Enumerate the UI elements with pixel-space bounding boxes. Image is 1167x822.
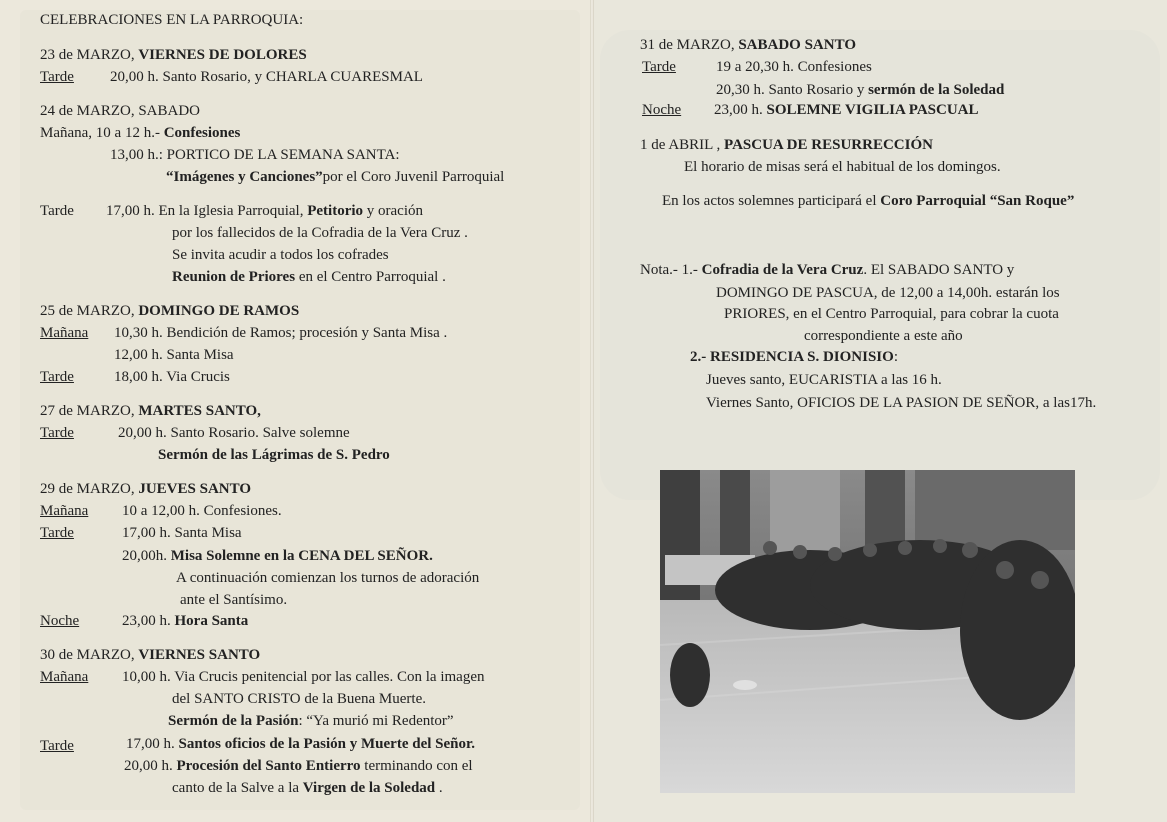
schedule-line: El horario de misas será el habitual de los domingos. [684, 159, 1001, 175]
schedule-line: Se invita acudir a todos los cofrades [172, 247, 389, 263]
schedule-line: 13,00 h.: PORTICO DE LA SEMANA SANTA: [110, 147, 400, 163]
schedule-line: 17,00 h. Santos oficios de la Pasión y Muerte del Señor. [126, 736, 476, 752]
schedule-line: Sermón de las Lágrimas de S. Pedro [158, 447, 390, 463]
time-label: Mañana [40, 669, 89, 685]
schedule-line: Reunion de Priores en el Centro Parroquial . [172, 269, 446, 285]
schedule-line: 18,00 h. Via Crucis [114, 369, 230, 385]
schedule-line: 23,00 h. SOLEMNE VIGILIA PASCUAL [714, 102, 979, 118]
note-line: correspondiente a este año [804, 328, 963, 344]
date-heading: 30 de MARZO, VIERNES SANTO [40, 647, 261, 663]
schedule-line: 20,00 h. Santo Rosario. Salve solemne [118, 425, 350, 441]
schedule-line: 20,30 h. Santo Rosario y sermón de la Soledad [716, 82, 1005, 98]
time-label: Tarde [40, 203, 74, 219]
date-heading: 1 de ABRIL , PASCUA DE RESURRECCIÓN [640, 137, 933, 153]
schedule-line: 17,00 h. Santa Misa [122, 525, 242, 541]
date-heading: 31 de MARZO, SABADO SANTO [640, 37, 856, 53]
section-heading: CELEBRACIONES EN LA PARROQUIA: [40, 12, 304, 28]
schedule-line: 10,30 h. Bendición de Ramos; procesión y Santa Misa . [114, 325, 448, 341]
time-label: Tarde [40, 738, 74, 754]
date-heading: 24 de MARZO, SABADO [40, 103, 201, 119]
schedule-line: por los fallecidos de la Cofradia de la Vera Cruz . [172, 225, 468, 241]
time-label: Tarde [40, 69, 74, 85]
note-line: Jueves santo, EUCARISTIA a las 16 h. [706, 372, 942, 388]
time-label: Tarde [40, 425, 74, 441]
center-fold [590, 0, 594, 822]
note-line: Nota.- 1.- Cofradia de la Vera Cruz. El SABADO SANTO y [640, 262, 1015, 278]
date-heading: 27 de MARZO, MARTES SANTO, [40, 403, 261, 419]
church-congregation-photo [660, 470, 1075, 793]
time-label: Tarde [40, 525, 74, 541]
schedule-line: 20,00 h. Procesión del Santo Entierro terminando con el [124, 758, 473, 774]
schedule-line: Sermón de la Pasión: “Ya murió mi Redentor” [168, 713, 454, 729]
photo-illustration [660, 470, 1075, 793]
time-label: Tarde [642, 59, 676, 75]
schedule-line: En los actos solemnes participará el Coro Parroquial “San Roque” [662, 193, 1075, 209]
time-label: Noche [642, 102, 682, 118]
schedule-line: 17,00 h. En la Iglesia Parroquial, Petitorio y oración [106, 203, 424, 219]
time-label: Mañana [40, 503, 89, 519]
note-line: PRIORES, en el Centro Parroquial, para cobrar la cuota [724, 306, 1059, 322]
schedule-line: A continuación comienzan los turnos de adoración [176, 570, 480, 586]
schedule-line: “Imágenes y Canciones”por el Coro Juvenil Parroquial [166, 169, 505, 185]
note-line: Viernes Santo, OFICIOS DE LA PASION DE SEÑOR, a las17h. [706, 395, 1097, 411]
schedule-line: del SANTO CRISTO de la Buena Muerte. [172, 691, 426, 707]
time-label: Tarde [40, 369, 74, 385]
note-line: 2.- RESIDENCIA S. DIONISIO: [690, 349, 898, 365]
date-heading: 25 de MARZO, DOMINGO DE RAMOS [40, 303, 300, 319]
time-label: Mañana [40, 325, 89, 341]
schedule-line: Mañana, 10 a 12 h.- Confesiones [40, 125, 241, 141]
date-heading: 29 de MARZO, JUEVES SANTO [40, 481, 252, 497]
schedule-line: 19 a 20,30 h. Confesiones [716, 59, 872, 75]
time-label: Noche [40, 613, 80, 629]
date-heading: 23 de MARZO, VIERNES DE DOLORES [40, 47, 307, 63]
schedule-line: 20,00 h. Santo Rosario, y CHARLA CUARESMAL [110, 69, 423, 85]
schedule-line: 10,00 h. Via Crucis penitencial por las calles. Con la imagen [122, 669, 485, 685]
schedule-line: ante el Santísimo. [180, 592, 288, 608]
schedule-line: 12,00 h. Santa Misa [114, 347, 234, 363]
schedule-line: 10 a 12,00 h. Confesiones. [122, 503, 282, 519]
schedule-line: canto de la Salve a la Virgen de la Soledad . [172, 780, 443, 796]
note-line: DOMINGO DE PASCUA, de 12,00 a 14,00h. estarán los [716, 285, 1060, 301]
schedule-line: 23,00 h. Hora Santa [122, 613, 249, 629]
schedule-line: 20,00h. Misa Solemne en la CENA DEL SEÑOR. [122, 548, 433, 564]
